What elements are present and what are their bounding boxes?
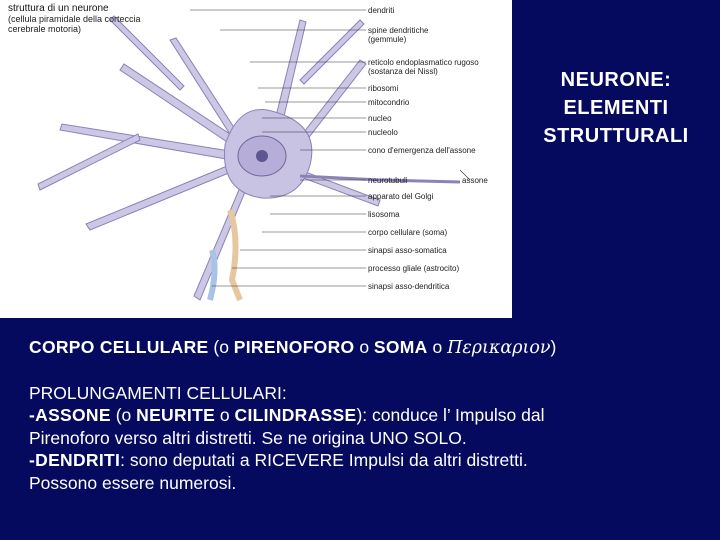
label-axodendritic-synapse: sinapsi asso-dendritica <box>368 282 450 291</box>
figure-title <box>8 3 178 34</box>
text-p1f: o <box>427 337 448 357</box>
label-axon: assone <box>462 176 488 185</box>
text-p1b: (o <box>208 337 234 357</box>
dendrites-line-2: Possono essere numerosi. <box>29 472 237 493</box>
text-p3b: (o <box>110 405 137 425</box>
figure-title-sub: (cellula piramidale della corteccia cerebrale motoria) <box>8 14 141 34</box>
term-soma: SOMA <box>373 337 428 357</box>
dendrites-line <box>29 449 719 472</box>
term-dendrites: -DENDRITI <box>29 450 121 470</box>
processes-line: PROLUNGAMENTI CELLULARI: <box>29 382 287 403</box>
axon-line <box>29 404 719 427</box>
text-p5b: : sono deputati a RICEVERE Impulsi da altri distretti. <box>120 450 528 470</box>
text-p3f: ): conduce l’ Impulso dal <box>356 405 545 425</box>
text-p1d: o <box>354 337 374 357</box>
label-nucleolus: nucleolo <box>368 128 398 137</box>
text-p3d: o <box>215 405 235 425</box>
label-golgi: apparato del Golgi <box>368 192 434 201</box>
label-mitochondrion: mitocondrio <box>368 98 410 107</box>
label-glial-process: processo gliale (astrocito) <box>368 264 460 273</box>
text-p1g: ) <box>550 337 557 357</box>
label-ribosomes: ribosomi <box>368 84 399 93</box>
label-rough-er: reticolo endoplasmatico rugoso <box>368 58 479 67</box>
slide-heading <box>512 66 720 150</box>
neuron-figure <box>0 0 512 318</box>
label-lysosome: lisosoma <box>368 210 400 219</box>
label-gemmules: (gemmule) <box>368 35 407 44</box>
slide-body <box>29 336 719 494</box>
heading-line-2: ELEMENTI <box>563 97 669 119</box>
label-dendritic-spines: spine dendritiche <box>368 26 429 35</box>
label-nissl: (sostanza dei Nissl) <box>368 67 438 76</box>
cell-body-line <box>29 336 719 360</box>
label-nucleus: nucleo <box>368 114 392 123</box>
label-dendrites: dendriti <box>368 6 395 15</box>
term-cell-body: CORPO CELLULARE <box>29 337 209 357</box>
term-pirenoforo: PIRENOFORO <box>233 337 355 357</box>
heading-line-3: STRUTTURALI <box>543 125 689 147</box>
label-soma: corpo cellulare (soma) <box>368 228 448 237</box>
label-neurotubules: neurotubuli <box>368 176 408 185</box>
term-cilindrasse: CILINDRASSE <box>234 405 357 425</box>
term-axon: -ASSONE <box>29 405 111 425</box>
label-axon-hillock: cono d'emergenza dell'assone <box>368 146 476 155</box>
figure-title-main: struttura di un neurone <box>8 3 109 14</box>
term-greek: Περικαριον <box>447 338 551 358</box>
term-neurite: NEURITE <box>136 405 216 425</box>
heading-line-1: NEURONE: <box>560 69 672 91</box>
axon-line-2: Pirenoforo verso altri distretti. Se ne origina UNO SOLO. <box>29 427 467 448</box>
label-axosomatic-synapse: sinapsi asso-somatica <box>368 246 447 255</box>
